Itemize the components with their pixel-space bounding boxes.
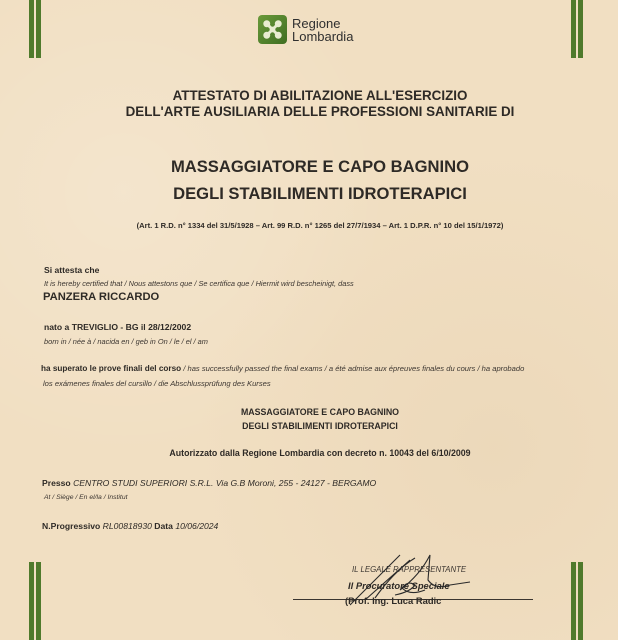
holder-name: PANZERA RICCARDO — [43, 291, 160, 303]
progressive-line — [42, 521, 218, 531]
certify-translation: It is hereby certified that / Nous attestons que / Se certifica que / Hiermit wird bescheinigt, dass — [44, 279, 354, 288]
profession-title-line-1: MASSAGGIATORE E CAPO BAGNINO — [170, 157, 470, 176]
progressive-label: N.Progressivo — [42, 521, 101, 531]
logo-text — [292, 17, 353, 43]
regione-lombardia-rose-icon — [258, 15, 287, 44]
legal-reference: (Art. 1 R.D. n° 1334 del 31/5/1928 – Art. 99 R.D. n° 1265 del 27/7/1934 – Art. 1 D.P.R. n° 10 del 15/1/1972) — [136, 221, 504, 230]
signature-role: IL LEGALE RAPPRESENTANTE — [352, 565, 467, 574]
institute-translation: At / Siège / En el/la / Institut — [44, 494, 128, 501]
passed-label: ha superato le prove finali del corso — [41, 364, 182, 373]
date-label: Data — [154, 521, 173, 531]
course-name-line-1: MASSAGGIATORE E CAPO BAGNINO — [240, 407, 400, 417]
institute-value: CENTRO STUDI SUPERIORI S.R.L. Via G.B Moroni, 255 - 24127 - BERGAMO — [73, 478, 377, 488]
passed-statement — [41, 364, 524, 373]
signature-title: Il Procuratore Speciale — [348, 580, 450, 591]
regione-lombardia-logo — [258, 15, 353, 44]
logo-line-1: Regione — [292, 15, 341, 31]
certificate-heading-line-2: DELL'ARTE AUSILIARIA DELLE PROFESSIONI SANITARIE DI — [125, 104, 515, 119]
decorative-green-bars-bottom-right — [571, 562, 583, 640]
birth-info: nato a TREVIGLIO - BG il 28/12/2002 — [44, 322, 192, 332]
progressive-number: RL00818930 — [102, 521, 152, 531]
certify-label: Si attesta che — [44, 265, 100, 275]
institute-label: Presso — [42, 478, 71, 488]
course-name-line-2: DEGLI STABILIMENTI IDROTERAPICI — [242, 421, 398, 431]
certificate-heading-line-1: ATTESTATO DI ABILITAZIONE ALL'ESERCIZIO — [172, 88, 468, 103]
logo-line-2: Lombardia — [292, 28, 354, 44]
decorative-green-bars-top-right — [571, 0, 583, 58]
passed-translation-1: / has successfully passed the final exams / a été admise aux épreuves finales du cours / ha aprobado — [181, 364, 525, 373]
decorative-green-bars-top-left — [29, 0, 41, 58]
handwritten-signature-icon — [340, 550, 490, 610]
institute-line — [42, 478, 376, 488]
birth-translation: born in / née à / nacida en / geb in On / le / el / am — [44, 337, 208, 346]
authorization-decree: Autorizzato dalla Regione Lombardia con decreto n. 10043 del 6/10/2009 — [169, 448, 471, 458]
passed-translation-2: los exámenes finales del cursillo / die Abschlussprüfung des Kurses — [43, 379, 271, 388]
signatory-name: (Prof. Ing. Luca Radic — [345, 595, 442, 606]
profession-title-line-2: DEGLI STABILIMENTI IDROTERAPICI — [173, 184, 467, 203]
date-value: 10/06/2024 — [175, 521, 219, 531]
decorative-green-bars-bottom-left — [29, 562, 41, 640]
